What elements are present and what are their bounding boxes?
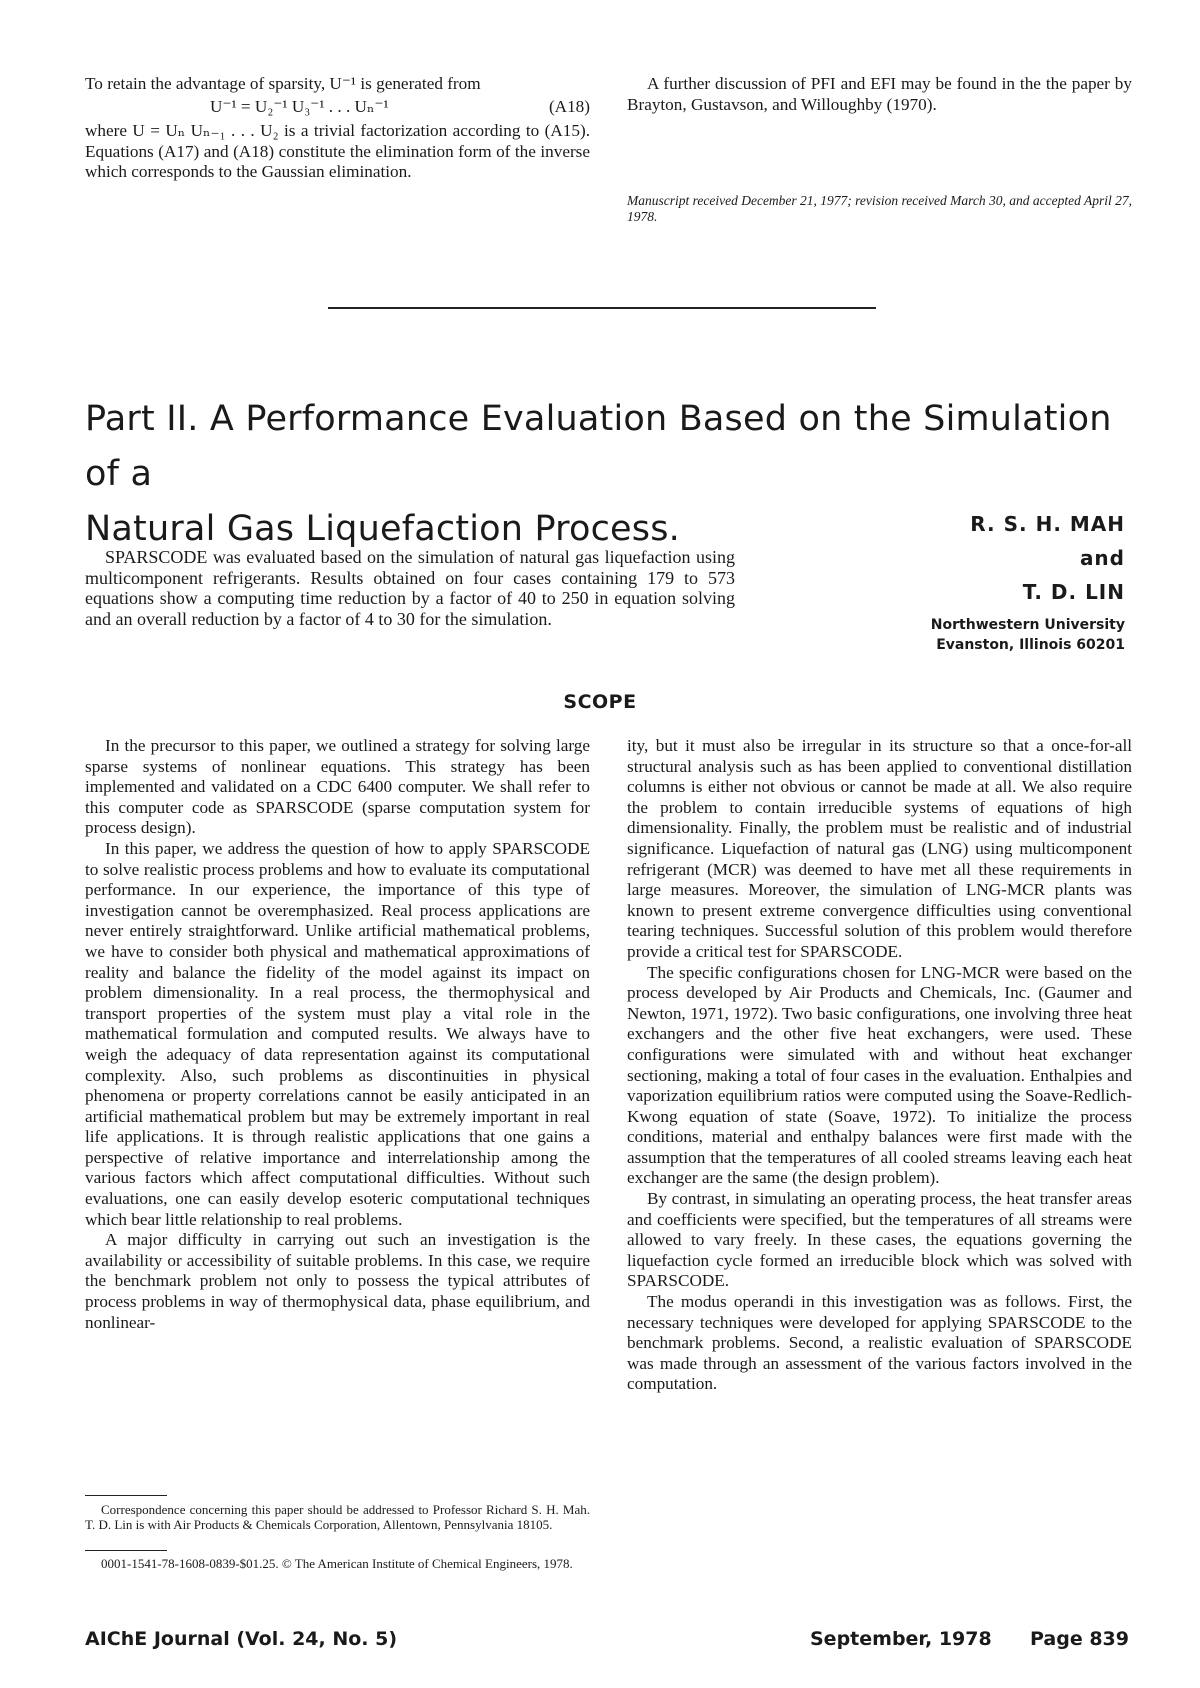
- scope-left-p3: A major difficulty in carrying out such an investigation is the availability or accessibility of suitable problems. In this case, we require the benchmark problem not only to possess the typical attributes of process problems in way of thermophysical data, phase equilibrium, and nonlinear-: [85, 1230, 590, 1332]
- page-number: Page 839: [1030, 1628, 1129, 1650]
- journal-reference: AIChE Journal (Vol. 24, No. 5): [85, 1628, 398, 1650]
- footnote-copyright: 0001-1541-78-1608-0839-$01.25. © The American Institute of Chemical Engineers, 1978.: [101, 1556, 573, 1571]
- scope-left-p1: In the precursor to this paper, we outlined a strategy for solving large sparse systems of nonlinear equations. This strategy has been implemented and validated on a CDC 6400 computer. We shall refer to this computer code as SPARSCODE (sparse computation system for process design).: [85, 736, 590, 838]
- paper-title-line-1: Part II. A Performance Evaluation Based on the Simulation of a: [85, 399, 1112, 494]
- author-conjunction: and: [1079, 546, 1125, 570]
- scope-heading: SCOPE: [563, 691, 637, 713]
- footnotes: [85, 1502, 590, 1532]
- abstract-text: SPARSCODE was evaluated based on the simulation of natural gas liquefaction using multicomponent refrigerants. Results obtained on four cases containing 179 to 573 equations show a computing time reduction by a factor of 40 to 250 in equation solving and an overall reduction by a factor of 4 to 30 for the simulation.: [85, 547, 735, 629]
- equation-a18: [85, 97, 590, 118]
- footnote-rule: [85, 1495, 167, 1496]
- section-separator-rule: [328, 307, 876, 309]
- scope-right-p4: The modus operandi in this investigation was as follows. First, the necessary techniques were developed for applying SPARSCODE to the benchmark problems. Second, a realistic evaluation of SPARSCODE was made through an assessment of the various factors involved in the computation.: [627, 1292, 1132, 1394]
- scope-right-p1: ity, but it must also be irregular in its structure so that a once-for-all structural analysis such as has been applied to conventional distillation columns is either not obvious or cannot be made at all. We also require the problem to contain irreducible systems of equations of high dimensionality. Finally, the problem must be realistic and of industrial significance. Liquefaction of natural gas (LNG) using multicomponent refrigerant (MCR) was deemed to have met all these requirements in large measures. Moreover, the simulation of LNG-MCR plants was known to present extreme convergence difficulties using conventional tearing techniques. Successful solution of this problem would therefore provide a critical test for SPARSCODE.: [627, 736, 1132, 961]
- paper-title-line-2: Natural Gas Liquefaction Process.: [85, 509, 680, 549]
- scope-left-column: [85, 736, 590, 1333]
- author-institution: Northwestern University: [930, 617, 1125, 633]
- author-block: [880, 507, 1125, 655]
- scope-right-p2: The specific configurations chosen for LNG-MCR were based on the process developed by Air Products and Chemicals, Inc. (Gaumer and Newton, 1971, 1972). Two basic configurations, one involving three heat exchangers and the other five heat exchangers, were used. These configurations were simulated with and without heat exchanger sectioning, making a total of four cases in the evaluation. Enthalpies and vaporization equilibrium ratios were computed using the Soave-Redlich-Kwong equation of state (Soave, 1972). To initialize the process conditions, material and enthalpy balances were first made with the assumption that the temperatures of all cooled streams leaving each heat exchanger are the same (the design problem).: [627, 962, 1132, 1188]
- scope-right-column: [627, 736, 1132, 1395]
- appendix-intro: To retain the advantage of sparsity, U⁻¹ is generated from: [85, 74, 481, 93]
- author-1: R. S. H. MAH: [970, 512, 1125, 536]
- manuscript-note: Manuscript received December 21, 1977; revision received March 30, and accepted April 27, 1978.: [627, 193, 1132, 224]
- appendix-after-equation: where U = Uₙ Uₙ₋₁ . . . U₂ is a trivial factorization according to (A15). Equations (A17) and (A18) constitute the elimination form of the inverse which corresponds to the Gaussian elimination.: [85, 121, 590, 182]
- abstract: [85, 547, 735, 629]
- scope-right-p3: By contrast, in simulating an operating process, the heat transfer areas and coefficients were specified, but the temperatures of all streams were allowed to vary freely. In these cases, the equations governing the liquefaction cycle formed an irreducible block which was solved with SPARSCODE.: [627, 1189, 1132, 1291]
- issue-date: September, 1978: [810, 1628, 992, 1650]
- further-discussion-paragraph: A further discussion of PFI and EFI may be found in the the paper by Brayton, Gustavson, and Willoughby (1970).: [627, 74, 1132, 114]
- equation-text: U⁻¹ = U₂⁻¹ U₃⁻¹ . . . Uₙ⁻¹: [210, 96, 389, 116]
- copyright-footnote: [85, 1556, 590, 1571]
- top-right-column: [627, 74, 1132, 115]
- equation-number: (A18): [548, 96, 590, 116]
- footnote-correspondence: Correspondence concerning this paper should be addressed to Professor Richard S. H. Mah. T. D. Lin is with Air Products & Chemicals Corporation, Allentown, Pennsylvania 18105.: [85, 1502, 590, 1532]
- appendix-continuation: [85, 74, 590, 183]
- author-location: Evanston, Illinois 60201: [936, 637, 1125, 653]
- scope-left-p2: In this paper, we address the question of how to apply SPARSCODE to solve realistic process problems and how to evaluate its computational performance. In our experience, the importance of this type of investigation cannot be overemphasized. Real process applications are never entirely straightforward. Unlike artificial mathematical problems, we have to consider both physical and mathematical approximations of reality and balance the fidelity of the model against its impact on problem dimensionality. In a real process, the thermophysical and transport properties of the system must play a vital role in the mathematical formulation and computed results. We always have to weigh the adequacy of data representation against its computational complexity. Also, such problems as discontinuities in physical phenomena or property correlations cannot be easily anticipated in an artificial mathematical problem but may be extremely important in real life applications. It is through realistic applications that one gains a perspective of relative importance and interrelationship among the various factors which affect computational difficulties. Without such evaluations, one can easily develop esoteric computational techniques which bear little relationship to real problems.: [85, 838, 590, 1229]
- copyright-rule: [85, 1550, 167, 1551]
- author-2: T. D. LIN: [1022, 580, 1125, 604]
